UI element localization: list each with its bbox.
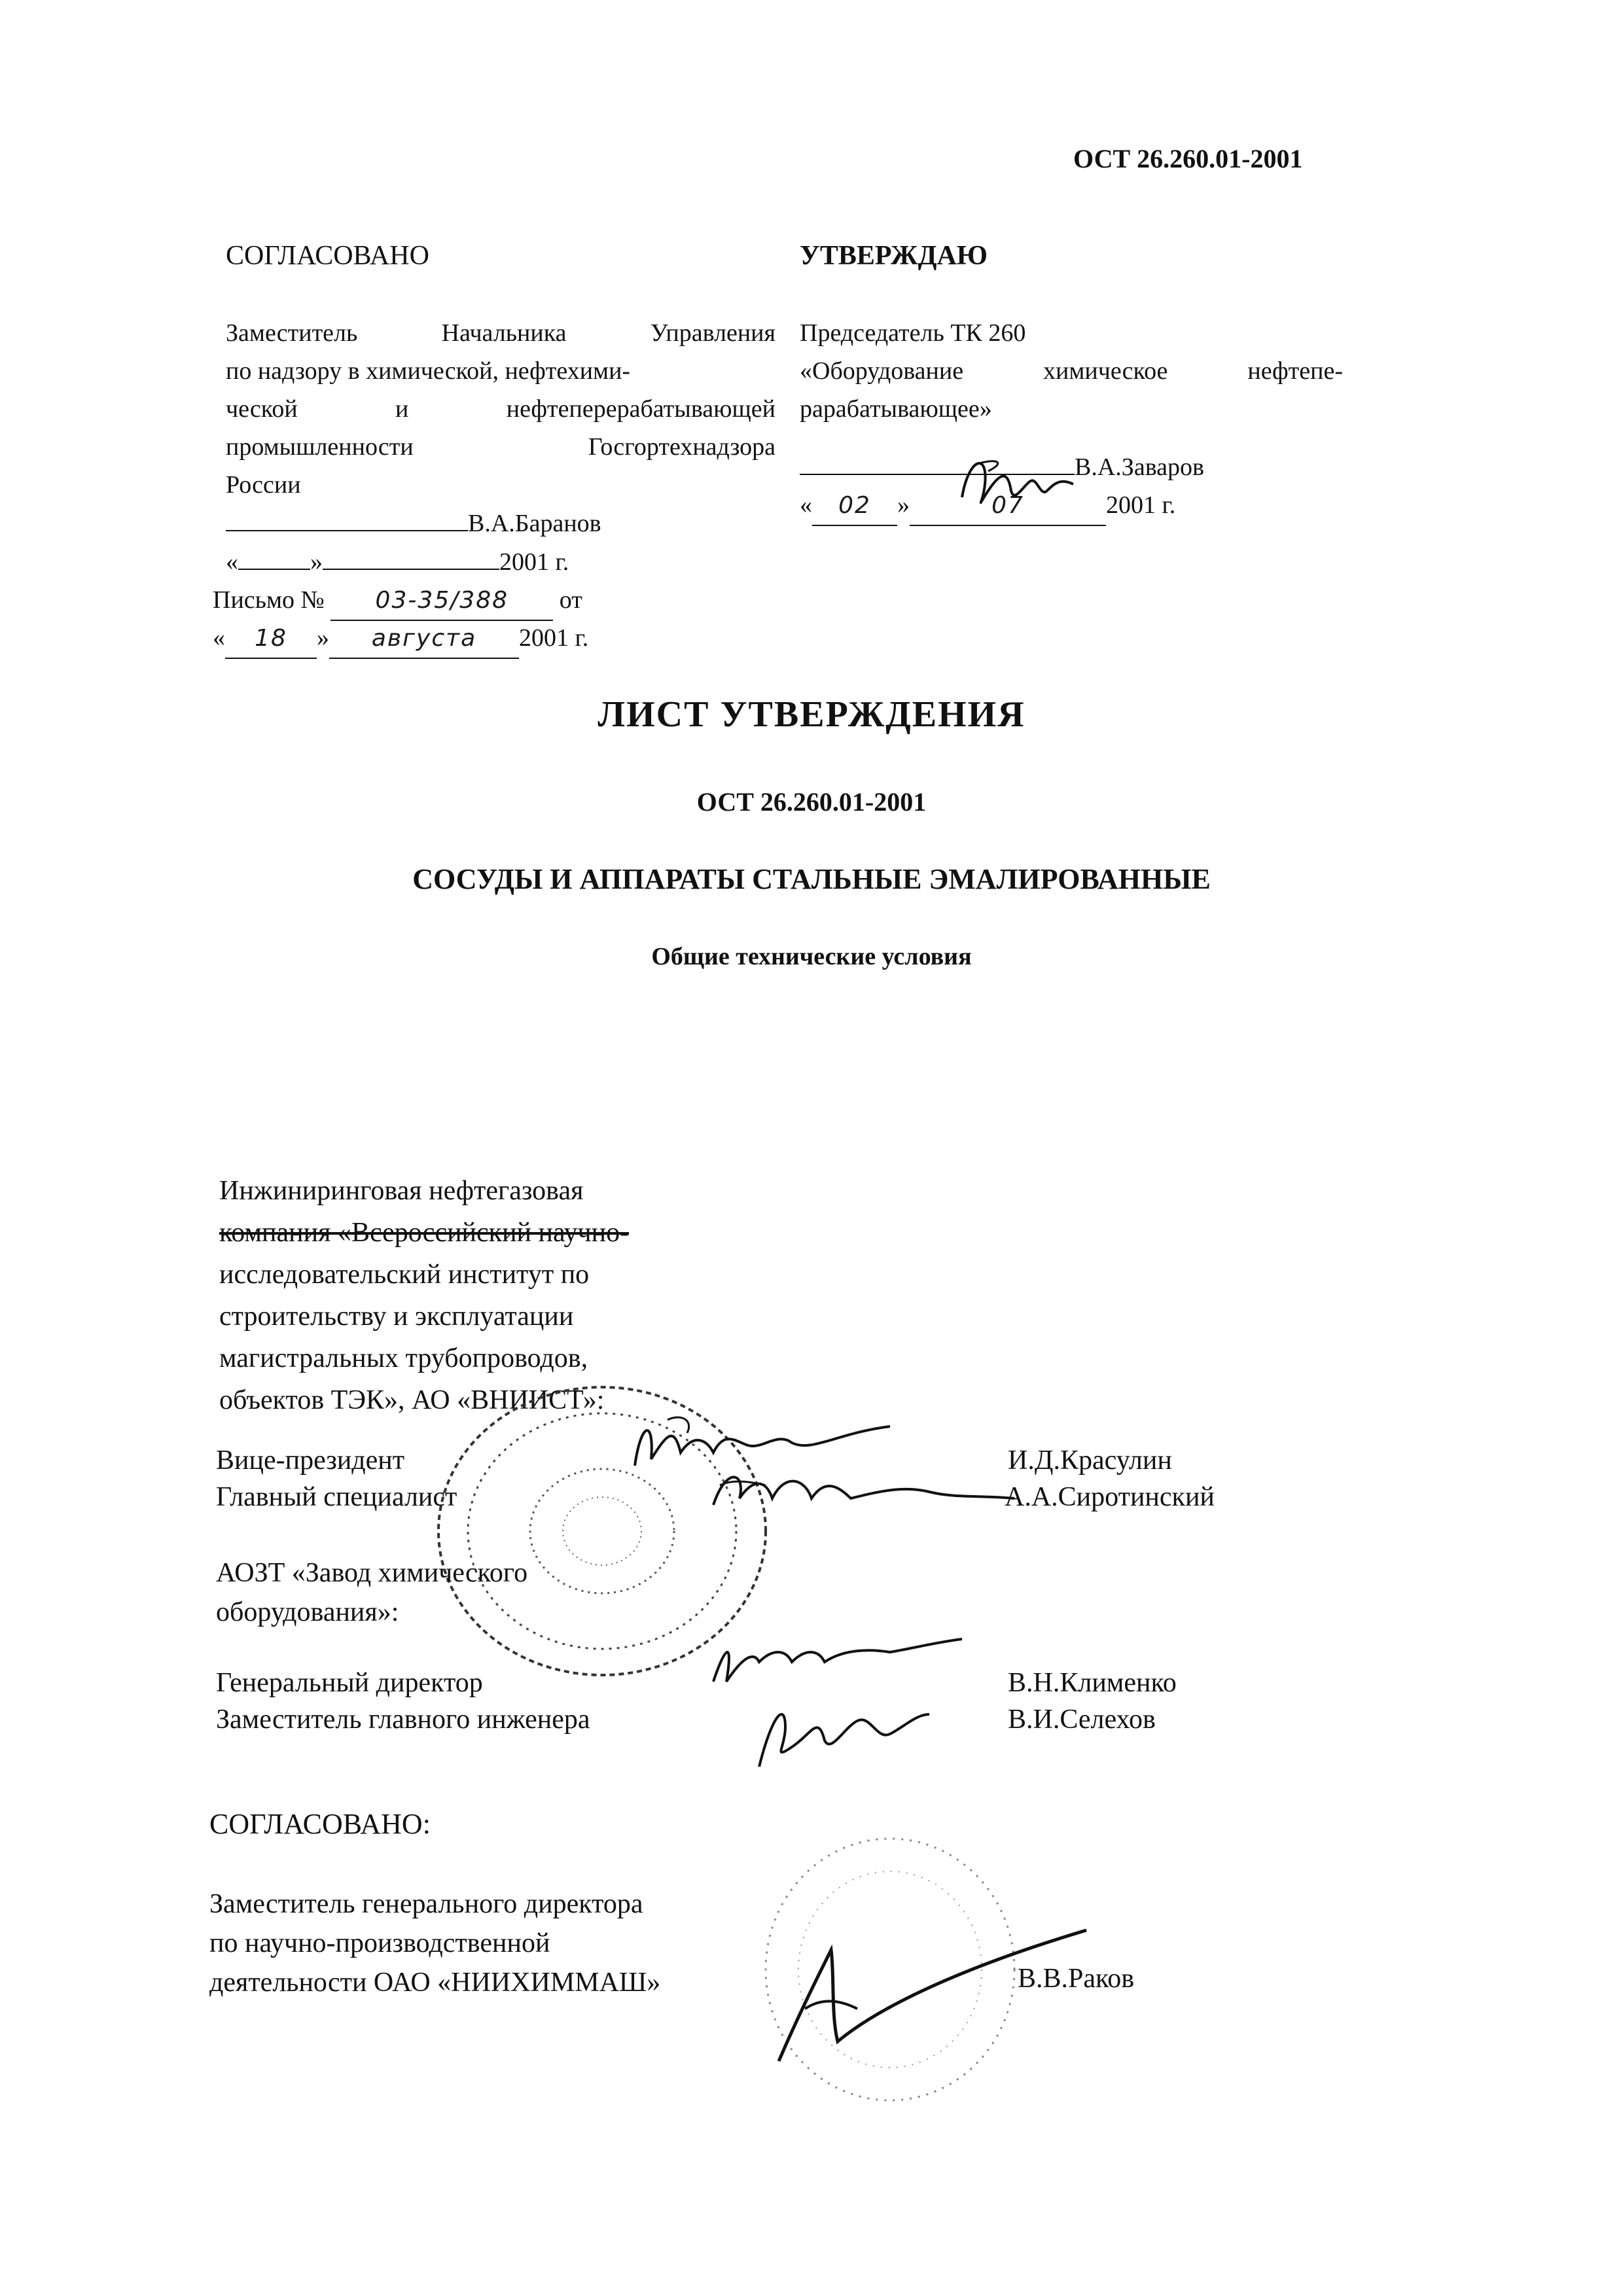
agreed-line: по научно-производственной	[209, 1928, 550, 1958]
year: 2001 г.	[499, 548, 569, 576]
quote-open: «	[213, 624, 225, 652]
org1-role-1: Вице-президент	[216, 1445, 405, 1475]
org1-line: объектов ТЭК», АО «ВНИИСТ»:	[219, 1385, 605, 1415]
signer-name: В.А.Заваров	[1075, 453, 1204, 481]
month-blank	[323, 542, 499, 570]
right-approval-heading: УТВЕРЖДАЮ	[800, 241, 988, 271]
org1-name-2: А.А.Сиротинский	[1005, 1482, 1215, 1512]
signature-klimenko	[700, 1623, 975, 1695]
quote-close: »	[897, 491, 910, 519]
word: Начальника	[441, 319, 567, 347]
left-approval-line: России	[226, 471, 301, 499]
signature-rakov	[759, 1911, 1099, 2081]
signer-name: В.А.Баранов	[468, 510, 601, 537]
left-approval-line	[226, 428, 776, 466]
org1-line: строительству и эксплуатации	[219, 1301, 574, 1332]
letter-date-line	[213, 619, 588, 659]
word: химическое	[1043, 357, 1168, 385]
org1-line: исследовательский институт по	[219, 1260, 590, 1290]
doc-number-header: ОСТ 26.260.01-2001	[1073, 144, 1303, 173]
quote-open: «	[800, 491, 812, 519]
document-subject: СОСУДЫ И АППАРАТЫ СТАЛЬНЫЕ ЭМАЛИРОВАННЫЕ	[412, 863, 1211, 895]
letter-from: от	[559, 586, 582, 614]
letter-prefix: Письмо №	[213, 586, 325, 614]
org1-name-1: И.Д.Красулин	[1008, 1445, 1172, 1475]
agreed-name: В.В.Раков	[1018, 1964, 1135, 1994]
org1-line: компания «Всероссийский научно-	[219, 1218, 630, 1248]
agreed-line: деятельности ОАО «НИИХИММАШ»	[209, 1968, 661, 1998]
letter-year: 2001 г.	[519, 624, 589, 652]
org2-name-1: В.Н.Клименко	[1008, 1668, 1177, 1698]
org1-role-2: Главный специалист	[216, 1482, 457, 1512]
left-approval-heading: СОГЛАСОВАНО	[226, 241, 429, 271]
org2-block	[216, 1553, 527, 1632]
word: нефтепе-	[1247, 357, 1343, 385]
left-approval-line	[226, 314, 776, 352]
org1-line: магистральных трубопроводов,	[219, 1343, 588, 1373]
approval-day: 02	[812, 487, 897, 526]
letter-month: августа	[329, 620, 519, 659]
org2-role-1: Генеральный директор	[216, 1668, 483, 1698]
signature-selekhov	[746, 1688, 942, 1780]
agreed-line: Заместитель генерального директора	[209, 1889, 643, 1919]
word: Заместитель	[226, 319, 358, 347]
org2-line: оборудования»:	[216, 1597, 399, 1627]
word: Управления	[650, 319, 776, 347]
letter-line	[213, 581, 582, 621]
quote-open: «	[226, 548, 238, 576]
quote-close: »	[317, 624, 329, 652]
left-approval-body	[226, 314, 776, 581]
right-approval-line	[800, 352, 1343, 390]
letter-number: 03-35/388	[330, 582, 553, 621]
document-subtitle: Общие технические условия	[651, 943, 972, 970]
org2-line: АОЗТ «Завод химического	[216, 1558, 528, 1588]
word: нефтеперерабатывающей	[506, 395, 776, 423]
agreed-block	[209, 1884, 660, 2002]
letter-day: 18	[225, 620, 317, 659]
right-approval-line: рарабатывающее»	[800, 395, 992, 423]
approval-month: 07	[910, 487, 1106, 526]
day-blank	[238, 542, 310, 570]
right-approval-line: Председатель ТК 260	[800, 319, 1026, 347]
left-signature-line	[226, 504, 776, 542]
signature-sirotinsky	[707, 1459, 1021, 1525]
left-date-line	[226, 542, 776, 581]
word: промышленности	[226, 433, 414, 461]
signature-blank	[226, 504, 468, 531]
org1-line: Инжиниринговая нефтегазовая	[219, 1176, 584, 1206]
quote-close: »	[310, 548, 323, 576]
org2-name-2: В.И.Селехов	[1008, 1704, 1156, 1735]
left-approval-line	[226, 390, 776, 428]
org2-role-2: Заместитель главного инженера	[216, 1704, 590, 1735]
word: и	[395, 395, 409, 423]
word: ческой	[226, 395, 298, 423]
word: «Оборудование	[800, 357, 964, 385]
agreed-heading: СОГЛАСОВАНО:	[209, 1808, 431, 1840]
page-title: ЛИСТ УТВЕРЖДЕНИЯ	[597, 694, 1026, 735]
word: Госгортехнадзора	[588, 433, 776, 461]
left-approval-line: по надзору в химической, нефтехими-	[226, 357, 631, 385]
year: 2001 г.	[1106, 491, 1176, 519]
signature-zavarov	[949, 445, 1093, 523]
document-number: ОСТ 26.260.01-2001	[696, 787, 927, 817]
